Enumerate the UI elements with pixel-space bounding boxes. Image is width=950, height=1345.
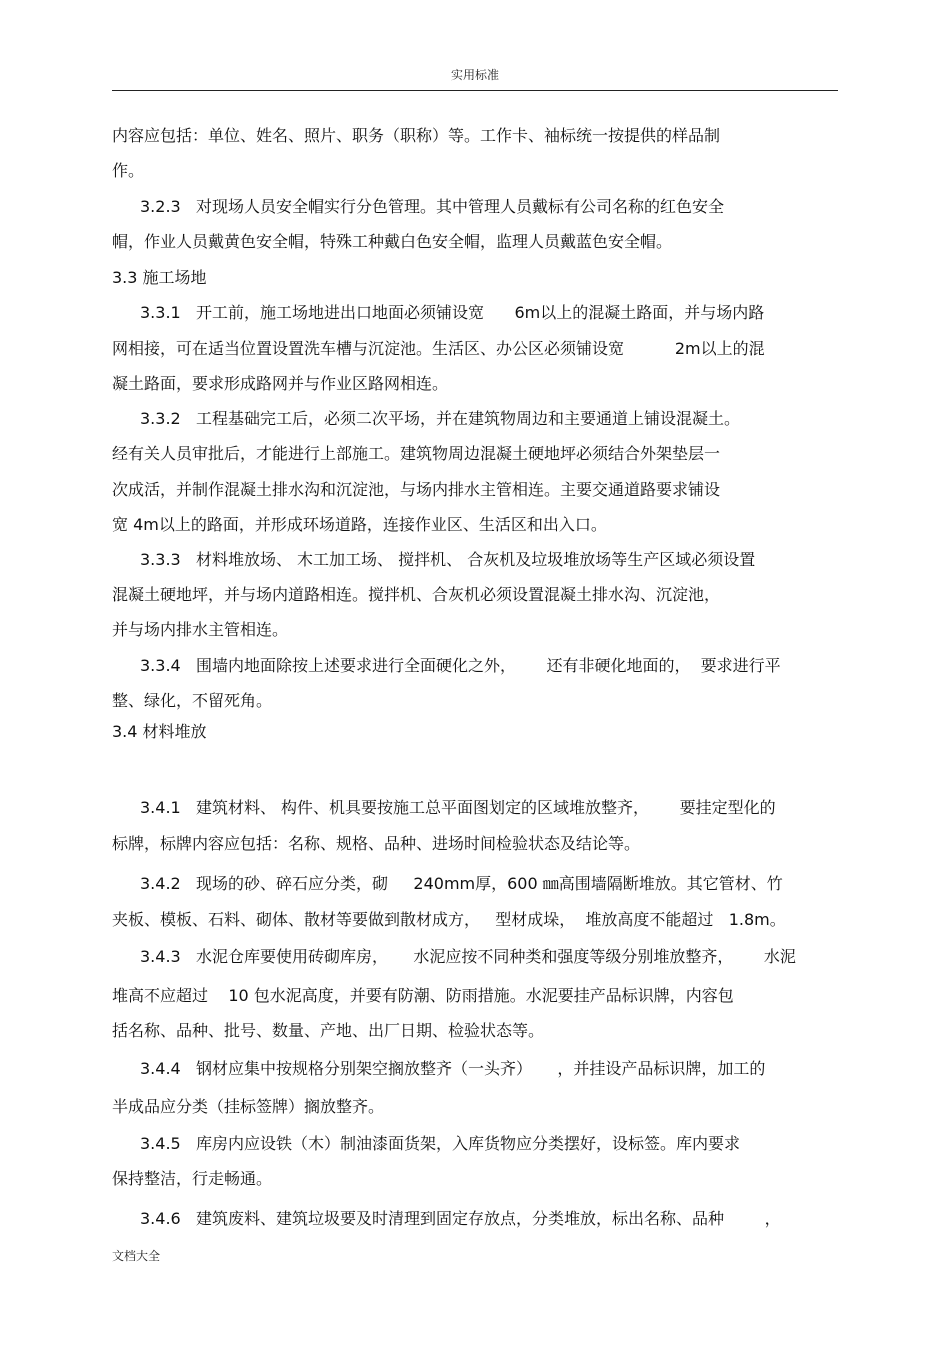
text-line: 3.4.3 水泥仓库要使用砖砌库房， 水泥应按不同种类和强度等级分别堆放整齐， 水泥 [140, 947, 796, 966]
text-line: 堆高不应超过 10 包水泥高度，并要有防潮、防雨措施。水泥要挂产品标识牌，内容包 [112, 986, 734, 1005]
text-line: 混凝土硬地坪，并与场内道路相连。搅拌机、合灰机必须设置混凝土排水沟、沉淀池， [112, 585, 721, 604]
page-footer: 文档大全 [112, 1249, 161, 1263]
text-line: 整、绿化，不留死角。 [112, 691, 273, 710]
text-line: 保持整洁，行走畅通。 [112, 1169, 273, 1188]
text-line: 凝土路面，要求形成路网并与作业区路网相连。 [112, 374, 449, 393]
text-line: 并与场内排水主管相连。 [112, 620, 289, 639]
text-line: 3.2.3 对现场人员安全帽实行分色管理。其中管理人员戴标有公司名称的红色安全 [140, 197, 724, 216]
text-line: 3.3.2 工程基础完工后，必须二次平场，并在建筑物周边和主要通道上铺设混凝土。 [140, 409, 740, 428]
text-line: 次成活，并制作混凝土排水沟和沉淀池，与场内排水主管相连。主要交通道路要求铺设 [112, 480, 721, 499]
text-line: 帽，作业人员戴黄色安全帽，特殊工种戴白色安全帽，监理人员戴蓝色安全帽。 [112, 232, 673, 251]
text-line: 网相接，可在适当位置设置洗车槽与沉淀池。生活区、办公区必须铺设宽 2m以上的混 [112, 339, 765, 358]
text-line: 3.3.3 材料堆放场、 木工加工场、 搅拌机、 合灰机及垃圾堆放场等生产区域必须设置 [140, 550, 756, 569]
page-header: 实用标准 [450, 68, 499, 82]
text-line: 3.4.5 库房内应设铁（木）制油漆面货架，入库货物应分类摆好，设标签。库内要求 [140, 1134, 740, 1153]
text-line: 夹板、模板、石料、砌体、散材等要做到散材成方， 型材成垛， 堆放高度不能超过 1.8m。 [112, 910, 786, 929]
text-line: 3.4.2 现场的砂、碎石应分类，砌 240mm厚，600 ㎜高围墙隔断堆放。其它管材、竹 [140, 874, 783, 893]
text-line: 内容应包括：单位、姓名、照片、职务（职称）等。工作卡、袖标统一按提供的样品制 [112, 126, 721, 145]
header-divider [112, 90, 838, 91]
text-line: 经有关人员审批后，才能进行上部施工。建筑物周边混凝土硬地坪必须结合外架垫层一 [112, 444, 721, 463]
text-line: 3.3.1 开工前，施工场地进出口地面必须铺设宽 6m以上的混凝土路面，并与场内路 [140, 303, 765, 322]
text-line: 3.4.6 建筑废料、建筑垃圾要及时清理到固定存放点，分类堆放，标出名称、品种 ， [140, 1209, 781, 1228]
text-line: 3.3.4 围墙内地面除按上述要求进行全面硬化之外， 还有非硬化地面的， 要求进行平 [140, 656, 781, 675]
text-line: 宽 4m以上的路面，并形成环场道路，连接作业区、生活区和出入口。 [112, 515, 607, 534]
text-line: 半成品应分类（挂标签牌）搁放整齐。 [112, 1097, 385, 1116]
section-heading: 3.3 施工场地 [112, 268, 207, 287]
text-line: 作。 [112, 161, 145, 180]
text-line: 3.4.4 钢材应集中按规格分别架空搁放整齐（一头齐） ，并挂设产品标识牌，加工的 [140, 1059, 766, 1078]
section-heading: 3.4 材料堆放 [112, 722, 207, 741]
text-line: 3.4.1 建筑材料、 构件、机具要按施工总平面图划定的区域堆放整齐， 要挂定型化的 [140, 798, 776, 817]
text-line: 括名称、品种、批号、数量、产地、出厂日期、检验状态等。 [112, 1021, 545, 1040]
text-line: 标牌，标牌内容应包括：名称、规格、品种、进场时间检验状态及结论等。 [112, 834, 641, 853]
